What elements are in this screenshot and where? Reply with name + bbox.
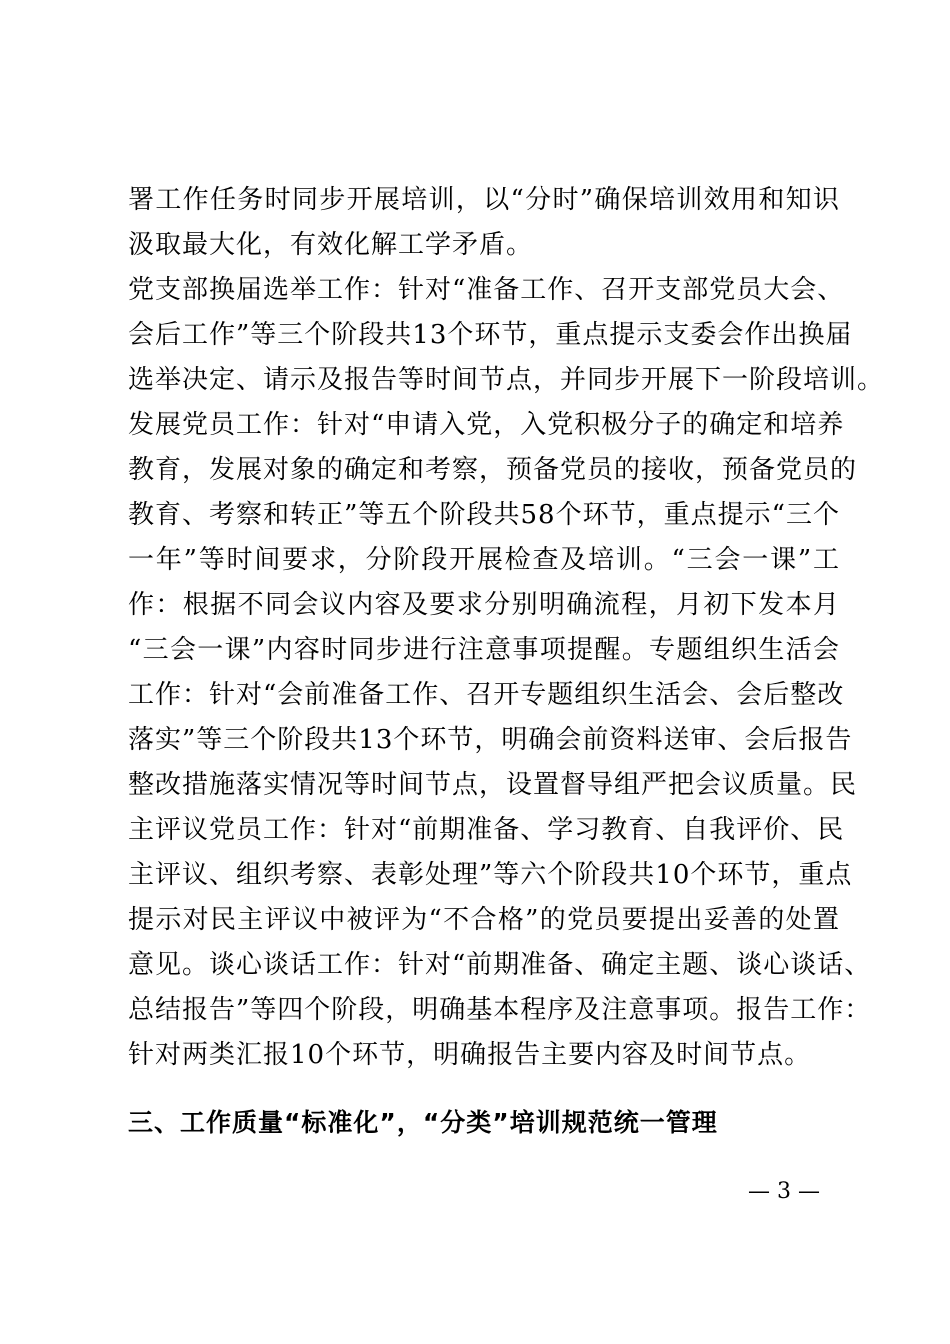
text-line: 主评议、组织考察、表彰处理”等六个阶段共10个环节，重点: [128, 860, 853, 890]
text-line: 党支部换届选举工作：针对“准备工作、召开支部党员大会、: [128, 275, 845, 305]
text-line: 工作：针对“会前准备工作、召开专题组织生活会、会后整改: [128, 680, 845, 710]
text-line: 发展党员工作：针对“申请入党，入党积极分子的确定和培养: [128, 410, 845, 440]
text-line: 提示对民主评议中被评为“不合格”的党员要提出妥善的处置: [128, 905, 840, 935]
text-line: 针对两类汇报10个环节，明确报告主要内容及时间节点。: [128, 1040, 812, 1070]
text-line: 作：根据不同会议内容及要求分别明确流程，月初下发本月: [128, 590, 840, 620]
text-line: 教育、考察和转正”等五个阶段共58个环节，重点提示“三个: [128, 500, 840, 530]
text-line: 会后工作”等三个阶段共13个环节，重点提示支委会作出换届: [128, 320, 853, 350]
text-line: “三会一课”内容时同步进行注意事项提醒。专题组织生活会: [128, 635, 840, 665]
text-line: 落实”等三个阶段共13个环节，明确会前资料送审、会后报告: [128, 725, 853, 755]
text-line: 主评议党员工作：针对“前期准备、学习教育、自我评价、民: [128, 815, 845, 845]
text-line: 总结报告”等四个阶段，明确基本程序及注意事项。报告工作：: [128, 995, 872, 1025]
text-line: 一年”等时间要求，分阶段开展检查及培训。“三会一课”工: [128, 545, 840, 575]
section-heading: 三、工作质量“标准化”，“分类”培训规范统一管理: [128, 1108, 718, 1137]
text-line: 署工作任务时同步开展培训，以“分时”确保培训效用和知识: [128, 185, 840, 215]
text-line: 整改措施落实情况等时间节点，设置督导组严把会议质量。民: [128, 770, 858, 800]
body-text: [128, 178, 885, 1078]
page-number: — 3 —: [748, 1179, 820, 1204]
text-line: 选举决定、请示及报告等时间节点，并同步开展下一阶段培训。: [128, 365, 885, 395]
text-line: 教育，发展对象的确定和考察，预备党员的接收，预备党员的: [128, 455, 858, 485]
text-line: 意见。谈心谈话工作：针对“前期准备、确定主题、谈心谈话、: [128, 950, 872, 980]
text-line: 汲取最大化，有效化解工学矛盾。: [128, 230, 534, 260]
